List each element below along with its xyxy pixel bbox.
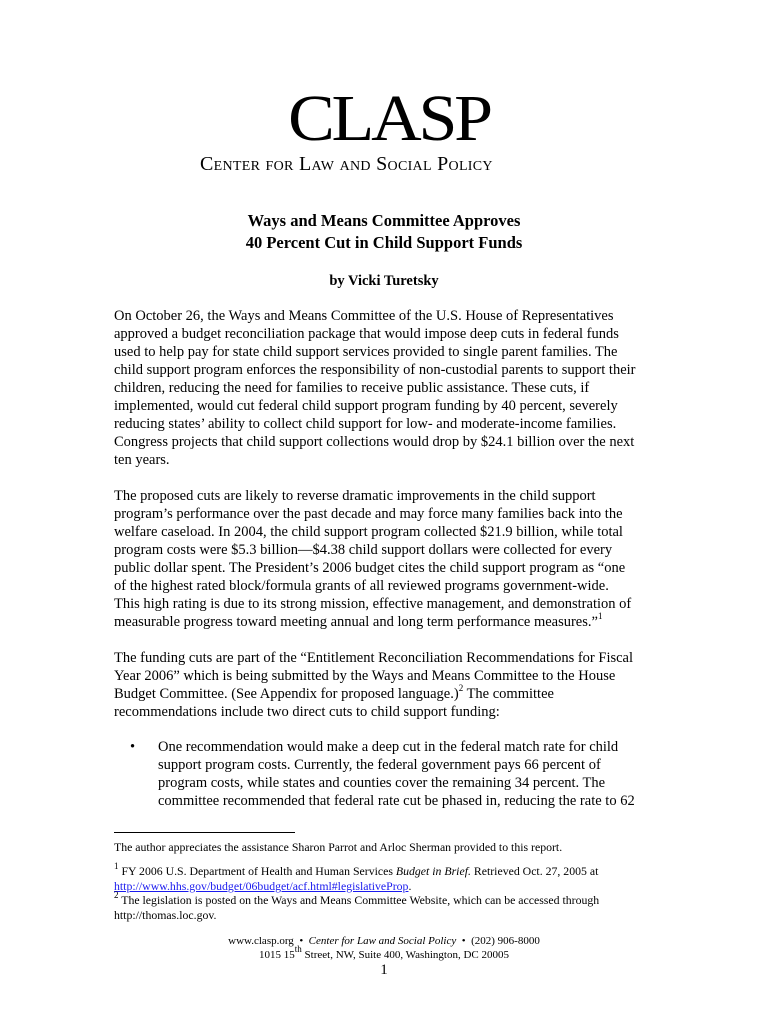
paragraph-3-text-a: The funding cuts are part of the “Entitlement Reconciliation Recommendations for Fiscal Year 2006” which is being submitted by the Ways and Means Committee to the House Budget Committee. (See Appendix for proposed language.) [114,650,634,702]
title-line-1: Ways and Means Committee Approves [247,211,521,230]
footnote-2 [114,890,654,923]
footnote-ref-1[interactable]: 1 [597,611,603,622]
footnote-1-mark: 1 [114,861,119,872]
footnote-1-end: . [408,879,412,893]
bullet-text: One recommendation would make a deep cut in the federal match rate for child support program costs. Currently, the federal government pays 66 percent of program costs, while states and counties cover the remaining 34 percent. The committee recommended that federal rate cut be phased in, reducing the rate to 62 [158,739,635,809]
footer-separator-2: • [461,935,466,947]
footnote-2-text: The legislation is posted on the Ways and Means Committee Website, which can be accessed through http://thomas.loc.gov. [114,893,600,922]
byline: by Vicki Turetsky [329,273,439,289]
footer-address [0,944,768,962]
footnote-divider [114,832,295,833]
article-title [0,210,768,254]
footer-address-sup: th [294,944,302,955]
footnote-1-italic: Budget in Brief. [395,864,471,878]
footnote-1 [114,861,654,894]
footnote-2-mark: 2 [114,890,119,901]
hhs-link[interactable]: http://www.hhs.gov/budget/06budget/acf.html#legislativeProp [114,879,409,893]
footer-separator-1: • [299,935,304,947]
bullet-icon: • [130,739,136,755]
footnote-ref-2[interactable]: 2 [458,683,464,694]
org-name: Center for Law and Social Policy [200,153,493,175]
title-line-2: 40 Percent Cut in Child Support Funds [245,233,523,252]
footer-address-b: Street, NW, Suite 400, Washington, DC 20005 [301,949,509,961]
footer-org: Center for Law and Social Policy [308,935,457,947]
footer-phone: (202) 906-8000 [471,935,540,947]
clasp-logo [232,82,536,155]
footer-website[interactable]: www.clasp.org [228,935,294,947]
paragraph-2 [114,487,654,631]
author-note: The author appreciates the assistance Sharon Parrot and Arloc Sherman provided to this report. [114,840,563,854]
footer-address-a: 1015 15 [259,949,295,961]
paragraph-2-text: The proposed cuts are likely to reverse dramatic improvements in the child support program’s performance over the past decade and may force many families back into the welfare caseload. In 2004, the child support program collected $21.9 billion, while total program costs were $5.3 billion—$4.38 child support dollars were collected for every public dollar spent. The President’s 2006 budget cites the child support program as “one of the highest rated block/formula grants of all reviewed programs government-wide. This high rating is due to its strong mission, effective management, and demonstration of measurable progress toward meeting annual and long term performance measures.” [114,488,632,630]
logo-wordmark: CLASP [288,82,490,155]
footnote-1-text-b: Retrieved Oct. 27, 2005 at [470,864,599,878]
footnote-1-text-a: FY 2006 U.S. Department of Health and Human Services [118,864,396,878]
paragraph-3-text-b: The committee recommendations include two direct cuts to child support funding: [114,686,554,720]
paragraph-3 [114,649,654,721]
paragraph-1: On October 26, the Ways and Means Committee of the U.S. House of Representatives approved a budget reconciliation package that would impose deep cuts in federal funds used to help pay for state child support services provided to single parent families. The child support program enforces the responsibility of non-custodial parents to support their children, reducing the need for families to receive public assistance. These cuts, if implemented, would cut federal child support program funding by 40 percent, severely reducing states’ ability to collect child support for low- and moderate-income families. Congress projects that child support collections would drop by $24.1 billion over the next ten years. [114,308,636,468]
page-number: 1 [380,962,388,978]
footer-contact [0,934,768,948]
